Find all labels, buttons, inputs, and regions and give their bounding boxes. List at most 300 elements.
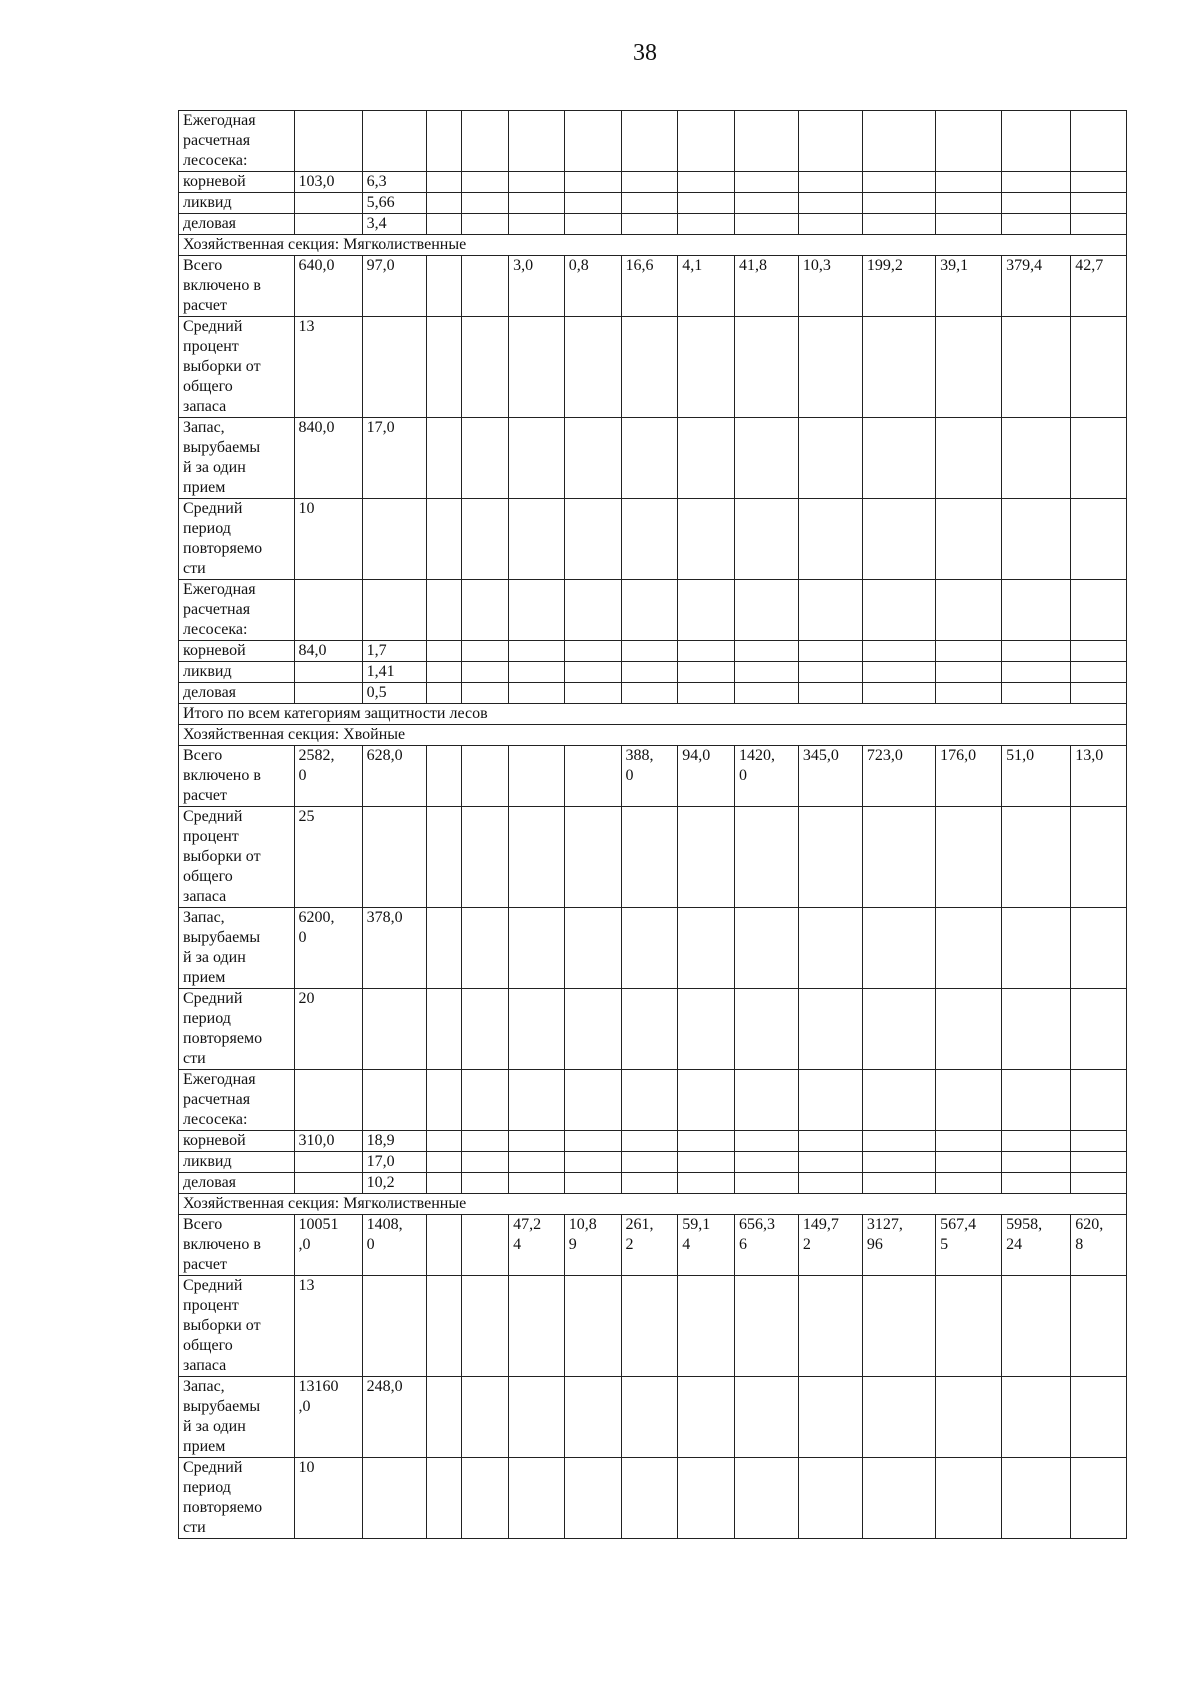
row-label-cell: Запас, вырубаемы й за один прием [179, 1377, 295, 1458]
value-cell [862, 1070, 935, 1131]
value-cell [426, 256, 461, 317]
value-cell [461, 214, 508, 235]
table-row [179, 662, 1127, 683]
row-label-cell: Запас, вырубаемы й за один прием [179, 418, 295, 499]
value-cell [461, 989, 508, 1070]
value-cell: 6,3 [362, 172, 426, 193]
row-label-cell: ликвид [179, 1152, 295, 1173]
section-title: Хозяйственная секция: Мягколиственные [179, 235, 1127, 256]
value-cell [426, 499, 461, 580]
value-cell [936, 1152, 1002, 1173]
value-cell [509, 193, 565, 214]
value-cell [798, 1131, 862, 1152]
value-cell [621, 1458, 678, 1539]
value-cell [621, 989, 678, 1070]
value-cell [862, 172, 935, 193]
value-cell [936, 214, 1002, 235]
row-label-cell: корневой [179, 1131, 295, 1152]
value-cell [936, 1070, 1002, 1131]
value-cell [564, 1173, 621, 1194]
value-cell [461, 1152, 508, 1173]
value-cell [362, 807, 426, 908]
value-cell [461, 1458, 508, 1539]
value-cell [426, 1215, 461, 1276]
value-cell [1071, 317, 1127, 418]
value-cell [426, 1070, 461, 1131]
value-cell [936, 1377, 1002, 1458]
value-cell: 656,3 6 [734, 1215, 798, 1276]
value-cell: 4,1 [678, 256, 735, 317]
value-cell [362, 580, 426, 641]
value-cell [936, 662, 1002, 683]
value-cell [734, 807, 798, 908]
value-cell [1002, 683, 1071, 704]
value-cell [1071, 1152, 1127, 1173]
value-cell [621, 807, 678, 908]
value-cell [564, 1070, 621, 1131]
value-cell [798, 418, 862, 499]
value-cell [734, 1070, 798, 1131]
value-cell [564, 1152, 621, 1173]
value-cell [862, 1152, 935, 1173]
value-cell [564, 1276, 621, 1377]
value-cell [461, 317, 508, 418]
value-cell: 1408, 0 [362, 1215, 426, 1276]
value-cell [461, 580, 508, 641]
value-cell [678, 172, 735, 193]
table-row [179, 1276, 1127, 1377]
value-cell: 94,0 [678, 746, 735, 807]
value-cell: 1,41 [362, 662, 426, 683]
value-cell [798, 989, 862, 1070]
value-cell [509, 317, 565, 418]
value-cell [1002, 317, 1071, 418]
value-cell [798, 807, 862, 908]
value-cell: 3,0 [509, 256, 565, 317]
value-cell: 3,4 [362, 214, 426, 235]
value-cell [461, 807, 508, 908]
value-cell [862, 111, 935, 172]
value-cell [1002, 193, 1071, 214]
value-cell [426, 1131, 461, 1152]
value-cell [621, 1173, 678, 1194]
value-cell [362, 111, 426, 172]
value-cell [1071, 1458, 1127, 1539]
table-row [179, 1458, 1127, 1539]
value-cell [621, 499, 678, 580]
value-cell [862, 1377, 935, 1458]
value-cell [362, 317, 426, 418]
section-header-row [179, 1194, 1127, 1215]
value-cell [798, 317, 862, 418]
value-cell [564, 807, 621, 908]
value-cell: 628,0 [362, 746, 426, 807]
value-cell: 41,8 [734, 256, 798, 317]
value-cell [734, 1458, 798, 1539]
value-cell [798, 1276, 862, 1377]
value-cell [564, 418, 621, 499]
value-cell [509, 1152, 565, 1173]
value-cell: 261, 2 [621, 1215, 678, 1276]
value-cell: 17,0 [362, 1152, 426, 1173]
value-cell [734, 1131, 798, 1152]
value-cell [564, 111, 621, 172]
value-cell [362, 1276, 426, 1377]
row-label-cell: Всего включено в расчет [179, 1215, 295, 1276]
value-cell [678, 1152, 735, 1173]
value-cell [509, 1131, 565, 1152]
value-cell [461, 1070, 508, 1131]
value-cell [461, 662, 508, 683]
value-cell [862, 989, 935, 1070]
value-cell [1002, 641, 1071, 662]
row-label-cell: Ежегодная расчетная лесосека: [179, 1070, 295, 1131]
row-label-cell: Средний период повторяемо сти [179, 1458, 295, 1539]
value-cell [1071, 193, 1127, 214]
table-row [179, 1152, 1127, 1173]
table-row [179, 214, 1127, 235]
value-cell [509, 1276, 565, 1377]
row-label-cell: Всего включено в расчет [179, 256, 295, 317]
value-cell [936, 580, 1002, 641]
value-cell [936, 317, 1002, 418]
value-cell [734, 193, 798, 214]
value-cell [862, 1276, 935, 1377]
value-cell [461, 1276, 508, 1377]
value-cell [509, 499, 565, 580]
value-cell [862, 580, 935, 641]
section-header-row [179, 704, 1127, 725]
page-number: 38 [633, 40, 657, 66]
value-cell [509, 683, 565, 704]
value-cell [564, 1458, 621, 1539]
value-cell: 379,4 [1002, 256, 1071, 317]
value-cell [678, 1458, 735, 1539]
value-cell [936, 418, 1002, 499]
value-cell [1071, 989, 1127, 1070]
value-cell [936, 111, 1002, 172]
value-cell [621, 908, 678, 989]
value-cell: 2582, 0 [294, 746, 362, 807]
row-label-cell: корневой [179, 172, 295, 193]
value-cell [798, 908, 862, 989]
value-cell [678, 1173, 735, 1194]
value-cell [426, 214, 461, 235]
value-cell [362, 499, 426, 580]
value-cell [621, 580, 678, 641]
value-cell: 10,3 [798, 256, 862, 317]
value-cell [862, 214, 935, 235]
value-cell [678, 683, 735, 704]
value-cell [862, 418, 935, 499]
value-cell [564, 499, 621, 580]
value-cell [362, 1070, 426, 1131]
value-cell [798, 1377, 862, 1458]
value-cell [734, 908, 798, 989]
value-cell [936, 1131, 1002, 1152]
value-cell [461, 256, 508, 317]
value-cell [1071, 172, 1127, 193]
value-cell [936, 989, 1002, 1070]
value-cell [798, 683, 862, 704]
value-cell [1002, 1458, 1071, 1539]
value-cell [621, 641, 678, 662]
value-cell [564, 1131, 621, 1152]
value-cell [564, 1377, 621, 1458]
value-cell [678, 807, 735, 908]
value-cell [621, 418, 678, 499]
value-cell: 0,8 [564, 256, 621, 317]
value-cell [798, 1173, 862, 1194]
value-cell [509, 580, 565, 641]
value-cell [509, 1377, 565, 1458]
value-cell: 1420, 0 [734, 746, 798, 807]
value-cell [509, 1458, 565, 1539]
value-cell [936, 908, 1002, 989]
value-cell: 378,0 [362, 908, 426, 989]
value-cell [461, 641, 508, 662]
value-cell [734, 418, 798, 499]
value-cell [461, 111, 508, 172]
value-cell [678, 193, 735, 214]
value-cell [1002, 1173, 1071, 1194]
value-cell [734, 641, 798, 662]
value-cell: 6200, 0 [294, 908, 362, 989]
table-row [179, 1215, 1127, 1276]
value-cell: 10 [294, 499, 362, 580]
row-label-cell: Средний процент выборки от общего запаса [179, 1276, 295, 1377]
value-cell: 13 [294, 1276, 362, 1377]
value-cell [862, 641, 935, 662]
value-cell [1071, 499, 1127, 580]
row-label-cell: Ежегодная расчетная лесосека: [179, 580, 295, 641]
value-cell: 10 [294, 1458, 362, 1539]
row-label-cell: Средний процент выборки от общего запаса [179, 807, 295, 908]
value-cell [734, 580, 798, 641]
value-cell: 84,0 [294, 641, 362, 662]
value-cell [734, 1276, 798, 1377]
value-cell: 620, 8 [1071, 1215, 1127, 1276]
value-cell: 10,2 [362, 1173, 426, 1194]
value-cell: 199,2 [862, 256, 935, 317]
value-cell [426, 807, 461, 908]
value-cell: 97,0 [362, 256, 426, 317]
value-cell: 1,7 [362, 641, 426, 662]
value-cell [678, 1131, 735, 1152]
value-cell [1071, 1070, 1127, 1131]
value-cell [1071, 1131, 1127, 1152]
value-cell [426, 1377, 461, 1458]
value-cell: 13,0 [1071, 746, 1127, 807]
value-cell [1002, 111, 1071, 172]
value-cell [509, 989, 565, 1070]
value-cell [426, 662, 461, 683]
table-row [179, 418, 1127, 499]
value-cell [1002, 580, 1071, 641]
value-cell [1002, 1377, 1071, 1458]
value-cell [564, 662, 621, 683]
value-cell [1071, 807, 1127, 908]
value-cell [461, 499, 508, 580]
value-cell: 13160 ,0 [294, 1377, 362, 1458]
value-cell [798, 111, 862, 172]
value-cell [294, 193, 362, 214]
value-cell [426, 683, 461, 704]
table-row [179, 111, 1127, 172]
value-cell [621, 193, 678, 214]
value-cell [936, 1276, 1002, 1377]
value-cell [1071, 908, 1127, 989]
value-cell [621, 1131, 678, 1152]
value-cell [798, 641, 862, 662]
value-cell [734, 214, 798, 235]
value-cell [936, 172, 1002, 193]
section-header-row [179, 725, 1127, 746]
value-cell [678, 580, 735, 641]
value-cell [426, 193, 461, 214]
value-cell [426, 111, 461, 172]
value-cell [1002, 214, 1071, 235]
value-cell [1002, 1131, 1071, 1152]
value-cell: 149,7 2 [798, 1215, 862, 1276]
row-label-cell: корневой [179, 641, 295, 662]
value-cell: 20 [294, 989, 362, 1070]
value-cell [862, 499, 935, 580]
table-row [179, 641, 1127, 662]
value-cell: 310,0 [294, 1131, 362, 1152]
value-cell [1071, 111, 1127, 172]
row-label-cell: Средний период повторяемо сти [179, 989, 295, 1070]
value-cell: 248,0 [362, 1377, 426, 1458]
value-cell [1002, 989, 1071, 1070]
value-cell [509, 662, 565, 683]
value-cell [509, 172, 565, 193]
table-row [179, 1377, 1127, 1458]
value-cell: 13 [294, 317, 362, 418]
value-cell [294, 580, 362, 641]
value-cell [362, 989, 426, 1070]
value-cell: 10051 ,0 [294, 1215, 362, 1276]
value-cell [1071, 662, 1127, 683]
value-cell: 25 [294, 807, 362, 908]
value-cell [936, 641, 1002, 662]
row-label-cell: Ежегодная расчетная лесосека: [179, 111, 295, 172]
value-cell [426, 1152, 461, 1173]
value-cell: 5958, 24 [1002, 1215, 1071, 1276]
value-cell [426, 641, 461, 662]
value-cell [509, 807, 565, 908]
value-cell [564, 908, 621, 989]
value-cell [1002, 908, 1071, 989]
value-cell [564, 683, 621, 704]
value-cell [678, 641, 735, 662]
value-cell [461, 1173, 508, 1194]
value-cell [509, 418, 565, 499]
value-cell [678, 1276, 735, 1377]
value-cell: 5,66 [362, 193, 426, 214]
value-cell [936, 1173, 1002, 1194]
value-cell [798, 662, 862, 683]
value-cell [426, 746, 461, 807]
value-cell [294, 1152, 362, 1173]
value-cell [426, 989, 461, 1070]
value-cell: 388, 0 [621, 746, 678, 807]
value-cell [621, 214, 678, 235]
value-cell: 640,0 [294, 256, 362, 317]
row-label-cell: деловая [179, 214, 295, 235]
allowable-cut-table [178, 110, 1127, 1539]
value-cell [678, 499, 735, 580]
value-cell: 39,1 [936, 256, 1002, 317]
value-cell [621, 1070, 678, 1131]
value-cell [678, 1377, 735, 1458]
value-cell: 10,8 9 [564, 1215, 621, 1276]
value-cell [798, 580, 862, 641]
value-cell [461, 1215, 508, 1276]
value-cell [564, 641, 621, 662]
value-cell [936, 807, 1002, 908]
value-cell [798, 1152, 862, 1173]
table-row [179, 193, 1127, 214]
value-cell [734, 1152, 798, 1173]
value-cell [426, 317, 461, 418]
value-cell [564, 746, 621, 807]
value-cell [294, 683, 362, 704]
value-cell [862, 683, 935, 704]
value-cell [936, 193, 1002, 214]
table-row [179, 172, 1127, 193]
value-cell [798, 1070, 862, 1131]
value-cell [426, 1458, 461, 1539]
value-cell [509, 746, 565, 807]
value-cell: 723,0 [862, 746, 935, 807]
table-row [179, 908, 1127, 989]
value-cell: 3127, 96 [862, 1215, 935, 1276]
value-cell [1071, 1276, 1127, 1377]
value-cell [426, 1276, 461, 1377]
value-cell [678, 214, 735, 235]
section-header-row [179, 235, 1127, 256]
table-row [179, 746, 1127, 807]
value-cell [798, 1458, 862, 1539]
value-cell [509, 908, 565, 989]
section-title: Хозяйственная секция: Мягколиственные [179, 1194, 1127, 1215]
row-label-cell: Запас, вырубаемы й за один прием [179, 908, 295, 989]
value-cell [1002, 418, 1071, 499]
value-cell [862, 1458, 935, 1539]
value-cell: 18,9 [362, 1131, 426, 1152]
row-label-cell: ликвид [179, 662, 295, 683]
value-cell [461, 172, 508, 193]
value-cell [294, 1173, 362, 1194]
value-cell [862, 1131, 935, 1152]
value-cell [734, 989, 798, 1070]
value-cell [734, 317, 798, 418]
value-cell [426, 172, 461, 193]
value-cell [461, 418, 508, 499]
value-cell [621, 317, 678, 418]
row-label-cell: деловая [179, 1173, 295, 1194]
value-cell [621, 172, 678, 193]
value-cell [678, 908, 735, 989]
value-cell [564, 580, 621, 641]
value-cell: 47,2 4 [509, 1215, 565, 1276]
value-cell [734, 662, 798, 683]
table-row [179, 683, 1127, 704]
section-title: Хозяйственная секция: Хвойные [179, 725, 1127, 746]
value-cell [621, 111, 678, 172]
value-cell [1002, 499, 1071, 580]
